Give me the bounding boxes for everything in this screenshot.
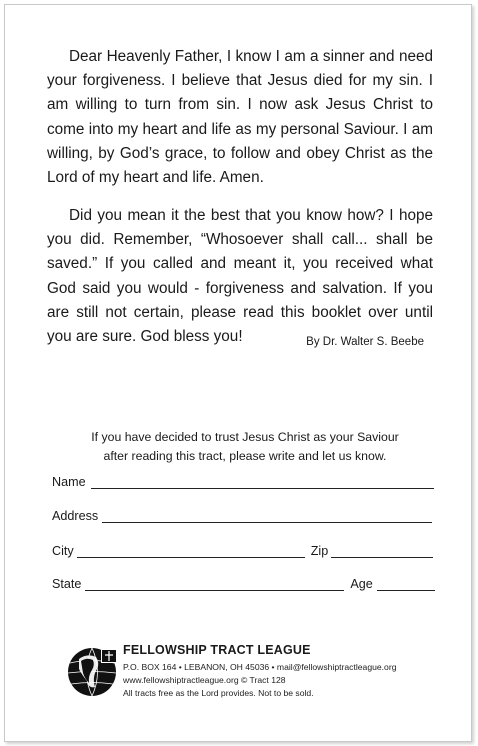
name-line[interactable] (91, 475, 434, 489)
organization-name: FELLOWSHIP TRACT LEAGUE (123, 643, 311, 657)
name-field-row (52, 471, 434, 489)
organization-address: P.O. BOX 164 • LEBANON, OH 45036 • mail@fellowshiptractleague.org (123, 662, 397, 672)
invite-line-2: after reading this tract, please write and let us know. (103, 449, 387, 463)
age-label: Age (350, 577, 373, 591)
state-label: State (52, 577, 82, 591)
city-zip-field-row (52, 540, 433, 558)
prayer-paragraph: Dear Heavenly Father, I know I am a sinner and need your forgiveness. I believe that Jesus died for my sin. I am willing to turn from sin. I now ask Jesus Christ to come into my heart and life as my personal Saviour. I am willing, by God’s grace, to follow and obey Christ as the Lord of my heart and life. Amen. (47, 48, 433, 187)
state-age-field-row (52, 573, 435, 591)
organization-website: www.fellowshiptractleague.org © Tract 128 (123, 675, 286, 685)
invite-line-1: If you have decided to trust Jesus Christ as your Saviour (91, 430, 399, 444)
followup-paragraph: Did you mean it the best that you know how? I hope you did. Remember, “Whosoever shall call... shall be saved.” If you called and meant it, you received what God said you would - forgiveness and salvation. If you are still not certain, please read this booklet over until you are sure. God bless you! (47, 207, 433, 346)
address-line[interactable] (102, 509, 432, 523)
zip-label: Zip (310, 544, 329, 558)
city-label: City (52, 544, 74, 558)
name-label: Name (52, 475, 86, 489)
state-line[interactable] (85, 577, 344, 591)
author-byline: By Dr. Walter S. Beebe (306, 336, 424, 348)
tract-page (4, 4, 472, 742)
address-field-row (52, 505, 432, 523)
city-line[interactable] (77, 544, 305, 558)
invite-text (45, 428, 445, 466)
distribution-note: All tracts free as the Lord provides. Not to be sold. (123, 688, 314, 698)
address-label: Address (52, 509, 99, 523)
age-line[interactable] (377, 577, 435, 591)
globe-logo-icon (67, 643, 121, 697)
zip-line[interactable] (331, 544, 433, 558)
